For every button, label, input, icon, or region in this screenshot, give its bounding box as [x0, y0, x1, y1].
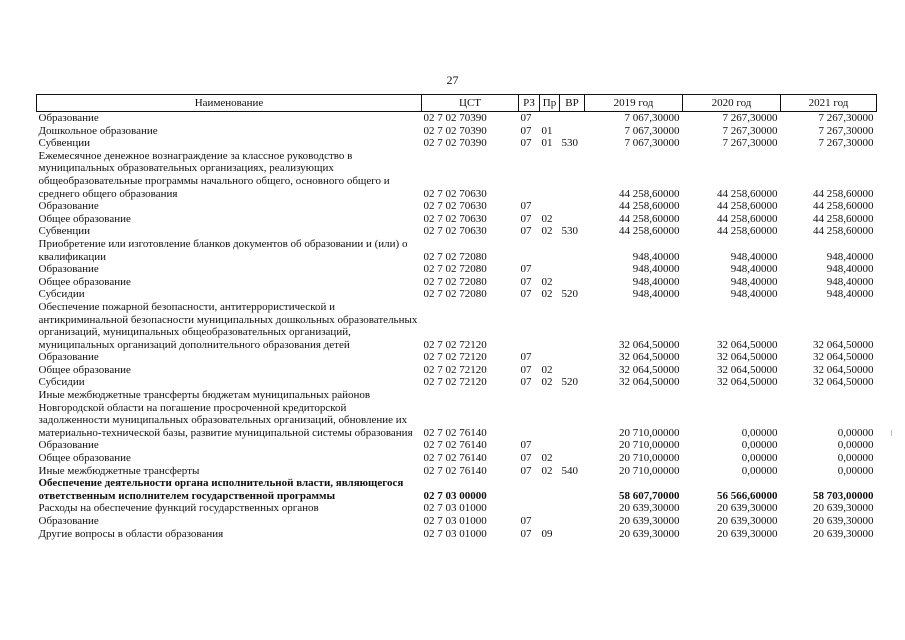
cell-pr: 09: [541, 527, 553, 540]
cell-vr: [560, 200, 585, 213]
cell-2019: 20 710,00000: [619, 464, 680, 477]
cell-pr: 02: [541, 464, 553, 477]
cell-name: Общее образование: [38, 363, 131, 376]
cell-2021: 0,00000: [837, 439, 874, 452]
cell-2021: 948,40000: [826, 288, 874, 301]
cell-rz: 07: [520, 288, 532, 301]
cell-vr: [560, 477, 585, 502]
cell-cst: 02 7 02 76140: [423, 426, 487, 439]
cell-pr: [540, 477, 560, 502]
cell-rz: 07: [520, 225, 532, 238]
cell-pr: 02: [541, 452, 553, 465]
cell-pr: 02: [541, 288, 553, 301]
cell-2019: 948,40000: [632, 250, 680, 263]
cell-cst: 02 7 02 72080: [423, 275, 487, 288]
cell-rz: 07: [520, 275, 532, 288]
cell-name: Другие вопросы в области образования: [38, 527, 224, 540]
cell-2019: 20 710,00000: [619, 426, 680, 439]
cell-2020: 948,40000: [730, 275, 778, 288]
cell-rz: [519, 389, 540, 439]
cell-2020: 0,00000: [741, 452, 778, 465]
cell-name: Общее образование: [38, 275, 131, 288]
cell-pr: [540, 515, 560, 528]
cell-pr: [540, 200, 560, 213]
cell-name: Общее образование: [38, 212, 131, 225]
cell-pr: 01: [541, 137, 553, 150]
cell-pr: [540, 301, 560, 351]
cell-2021: 948,40000: [826, 275, 874, 288]
cell-2021: 44 258,60000: [813, 212, 874, 225]
cell-2020: 44 258,60000: [717, 200, 778, 213]
cell-2020: 32 064,50000: [717, 363, 778, 376]
cell-cst: 02 7 02 72080: [423, 263, 487, 276]
table-row: [37, 515, 877, 528]
cell-2019: 44 258,60000: [619, 200, 680, 213]
cell-2020: 20 639,30000: [717, 515, 778, 527]
cell-pr: [540, 389, 560, 439]
cell-2019: 32 064,50000: [619, 363, 680, 376]
cell-cst: 02 7 02 70630: [423, 212, 487, 225]
header-pr: Пр: [540, 95, 560, 112]
cell-2021: 32 064,50000: [813, 363, 874, 376]
cell-2020: 7 267,30000: [722, 137, 778, 150]
cell-name: Субвенции: [38, 137, 91, 150]
table-row: [37, 477, 877, 502]
cell-2021: 44 258,60000: [813, 200, 874, 213]
cell-2021: 32 064,50000: [813, 338, 874, 351]
cell-rz: [519, 477, 540, 502]
budget-table: [36, 94, 877, 540]
table-row: [37, 301, 877, 351]
cell-cst: 02 7 02 70390: [423, 112, 487, 124]
cell-pr: [540, 502, 560, 515]
cell-2019: 32 064,50000: [619, 376, 680, 389]
table-row: [37, 213, 877, 226]
cell-name: Дошкольное образование: [38, 124, 158, 137]
cell-cst: 02 7 02 72120: [423, 363, 487, 376]
cell-2019: 58 607,70000: [619, 489, 680, 502]
cell-2021: 948,40000: [826, 250, 874, 263]
cell-2020: 20 639,30000: [717, 527, 778, 540]
cell-2019: 20 639,30000: [619, 502, 680, 515]
cell-2019: 20 710,00000: [619, 439, 680, 452]
cell-pr: 02: [541, 225, 553, 238]
cell-name: Образование: [38, 112, 99, 124]
cell-2019: 44 258,60000: [619, 225, 680, 238]
table-row: [37, 276, 877, 289]
cell-name: Ежемесячное денежное вознаграждение за классное руководство в муниципальных образовательных организациях, реализующих общеобразовательные программы начального общего, основного общего и среднего общего образования: [38, 149, 390, 200]
table-row: [37, 225, 877, 238]
cell-2019: 7 067,30000: [624, 112, 680, 124]
cell-vr: 520: [561, 288, 578, 301]
cell-2020: 948,40000: [730, 263, 778, 276]
cell-name: Образование: [38, 263, 99, 276]
header-vr: ВР: [560, 95, 585, 112]
table-row: [37, 112, 877, 125]
cell-vr: [560, 238, 585, 263]
cell-cst: 02 7 03 01000: [423, 515, 487, 527]
cell-rz: 07: [520, 527, 532, 540]
cell-2021: 0,00000: [837, 452, 874, 465]
cell-pr: 02: [541, 363, 553, 376]
cell-name: Образование: [38, 200, 99, 213]
cell-2020: 948,40000: [730, 250, 778, 263]
cell-pr: [540, 263, 560, 276]
cell-rz: [519, 238, 540, 263]
cell-cst: 02 7 02 70390: [423, 137, 487, 150]
cell-vr: [560, 213, 585, 226]
cell-vr: [560, 263, 585, 276]
header-cst: ЦСТ: [422, 95, 519, 112]
cell-name: Образование: [38, 351, 99, 364]
cell-2020: 44 258,60000: [717, 187, 778, 200]
cell-vr: [560, 125, 585, 138]
cell-2019: 44 258,60000: [619, 212, 680, 225]
cell-pr: [540, 112, 560, 125]
cell-2019: 948,40000: [632, 263, 680, 276]
cell-pr: [540, 439, 560, 452]
header-2019: 2019 год: [585, 95, 683, 112]
cell-vr: [560, 276, 585, 289]
cell-cst: 02 7 02 70630: [423, 200, 487, 213]
cell-2021: 20 639,30000: [813, 527, 874, 540]
cell-rz: 07: [520, 464, 532, 477]
cell-vr: [560, 502, 585, 515]
cell-rz: 07: [520, 452, 532, 465]
cell-rz: 07: [520, 124, 532, 137]
header-2021: 2021 год: [781, 95, 877, 112]
cell-rz: 07: [520, 351, 532, 364]
table-row: [37, 351, 877, 364]
cell-name: Образование: [38, 439, 99, 452]
table-row: [37, 452, 877, 465]
cell-2021: 32 064,50000: [813, 351, 874, 364]
cell-2019: 20 639,30000: [619, 527, 680, 540]
cell-rz: 07: [520, 376, 532, 389]
cell-2021: 20 639,30000: [813, 502, 874, 515]
scan-mark: [891, 430, 892, 436]
cell-cst: 02 7 02 72080: [423, 250, 487, 263]
cell-rz: [519, 502, 540, 515]
cell-rz: 07: [520, 112, 532, 124]
table-row: [37, 376, 877, 389]
cell-vr: [560, 439, 585, 452]
table-row: [37, 528, 877, 541]
cell-name: Обеспечение деятельности органа исполнительной власти, являющегося ответственным исполнителем государственной программы: [38, 477, 404, 502]
cell-rz: 07: [520, 137, 532, 150]
cell-cst: 02 7 02 70390: [423, 124, 487, 137]
cell-cst: 02 7 02 72120: [423, 338, 487, 351]
cell-2020: 0,00000: [741, 439, 778, 452]
cell-name: Иные межбюджетные трансферты бюджетам муниципальных районов Новгородской области на погашение просроченной кредиторской задолженности муниципальных образовательных организаций, обновление их материально-технической базы, развитие муниципальной системы образования: [38, 389, 413, 439]
table-row: [37, 200, 877, 213]
cell-2019: 32 064,50000: [619, 351, 680, 364]
cell-2021: 7 267,30000: [818, 137, 874, 150]
cell-cst: 02 7 02 72120: [423, 376, 487, 389]
cell-2019: 20 710,00000: [619, 452, 680, 465]
table-row: [37, 364, 877, 377]
cell-name: Иные межбюджетные трансферты: [38, 464, 200, 477]
cell-2020: 20 639,30000: [717, 502, 778, 515]
table-row: [37, 263, 877, 276]
table-row: [37, 238, 877, 263]
cell-cst: 02 7 03 01000: [423, 502, 487, 515]
header-2020: 2020 год: [683, 95, 781, 112]
cell-name: Субсидии: [38, 376, 85, 389]
cell-name: Приобретение или изготовление бланков документов об образовании и (или) о квалификации: [38, 237, 408, 263]
cell-cst: 02 7 02 76140: [423, 452, 487, 465]
cell-rz: 07: [520, 212, 532, 225]
cell-vr: [560, 150, 585, 200]
cell-2021: 0,00000: [837, 464, 874, 477]
cell-cst: 02 7 02 70630: [423, 187, 487, 200]
cell-vr: [560, 112, 585, 125]
cell-vr: [560, 515, 585, 528]
cell-2021: 948,40000: [826, 263, 874, 276]
page-number: 27: [446, 73, 459, 87]
cell-rz: [519, 150, 540, 200]
cell-2021: 58 703,00000: [813, 489, 874, 502]
cell-cst: 02 7 02 72080: [423, 288, 487, 301]
cell-2020: 44 258,60000: [717, 212, 778, 225]
cell-pr: 01: [541, 124, 553, 137]
cell-2020: 948,40000: [730, 288, 778, 301]
cell-2020: 32 064,50000: [717, 351, 778, 364]
cell-rz: 07: [520, 439, 532, 452]
cell-vr: [560, 351, 585, 364]
cell-vr: [560, 301, 585, 351]
cell-2019: 7 067,30000: [624, 124, 680, 137]
cell-vr: 520: [561, 376, 578, 389]
cell-rz: 07: [520, 363, 532, 376]
cell-2020: 0,00000: [741, 426, 778, 439]
cell-vr: [560, 452, 585, 465]
cell-name: Субвенции: [38, 225, 91, 238]
cell-rz: 07: [520, 515, 532, 527]
cell-vr: [560, 389, 585, 439]
cell-pr: 02: [541, 275, 553, 288]
cell-2020: 7 267,30000: [722, 124, 778, 137]
cell-pr: 02: [541, 212, 553, 225]
cell-cst: 02 7 02 76140: [423, 464, 487, 477]
cell-2019: 948,40000: [632, 288, 680, 301]
table-row: [37, 439, 877, 452]
header-name: Наименование: [37, 95, 422, 112]
cell-name: Обеспечение пожарной безопасности, антитеррористической и антикриминальной безопасности муниципальных дошкольных образовательных организаций, муниципальных общеобразовательных организаций, муниципальных организаций дополнительного образования детей: [38, 300, 418, 351]
cell-vr: [560, 528, 585, 541]
table-row: [37, 137, 877, 150]
cell-rz: 07: [520, 200, 532, 213]
cell-2020: 0,00000: [741, 464, 778, 477]
cell-pr: [540, 238, 560, 263]
table-row: [37, 125, 877, 138]
cell-2020: 32 064,50000: [717, 338, 778, 351]
cell-rz: [519, 301, 540, 351]
cell-2020: 32 064,50000: [717, 376, 778, 389]
cell-2019: 20 639,30000: [619, 515, 680, 527]
cell-vr: 540: [561, 464, 578, 477]
cell-2021: 32 064,50000: [813, 376, 874, 389]
cell-2019: 948,40000: [632, 275, 680, 288]
cell-2020: 44 258,60000: [717, 225, 778, 238]
cell-name: Образование: [38, 515, 99, 527]
cell-2021: 44 258,60000: [813, 187, 874, 200]
cell-2019: 32 064,50000: [619, 338, 680, 351]
cell-2020: 56 566,60000: [717, 489, 778, 502]
cell-cst: 02 7 03 00000: [423, 489, 487, 502]
table-row: [37, 465, 877, 478]
cell-cst: 02 7 02 72120: [423, 351, 487, 364]
cell-cst: 02 7 02 70630: [423, 225, 487, 238]
cell-2019: 44 258,60000: [619, 187, 680, 200]
table-row: [37, 389, 877, 439]
header-rz: РЗ: [519, 95, 540, 112]
table-row: [37, 502, 877, 515]
cell-2021: 7 267,30000: [818, 112, 874, 124]
cell-rz: 07: [520, 263, 532, 276]
cell-2019: 7 067,30000: [624, 137, 680, 150]
cell-2021: 7 267,30000: [818, 124, 874, 137]
cell-cst: 02 7 02 76140: [423, 439, 487, 452]
table-row: [37, 288, 877, 301]
cell-2020: 7 267,30000: [722, 112, 778, 124]
cell-pr: [540, 150, 560, 200]
cell-pr: 02: [541, 376, 553, 389]
table-row: [37, 150, 877, 200]
cell-2021: 20 639,30000: [813, 515, 874, 527]
cell-vr: 530: [561, 225, 578, 238]
cell-2021: 44 258,60000: [813, 225, 874, 238]
cell-name: Субсидии: [38, 288, 85, 301]
cell-vr: [560, 364, 585, 377]
cell-name: Общее образование: [38, 452, 131, 465]
cell-cst: 02 7 03 01000: [423, 527, 487, 540]
cell-vr: 530: [561, 137, 578, 150]
cell-pr: [540, 351, 560, 364]
cell-2021: 0,00000: [837, 426, 874, 439]
table-header-row: [37, 95, 877, 112]
cell-name: Расходы на обеспечение функций государственных органов: [38, 502, 319, 515]
